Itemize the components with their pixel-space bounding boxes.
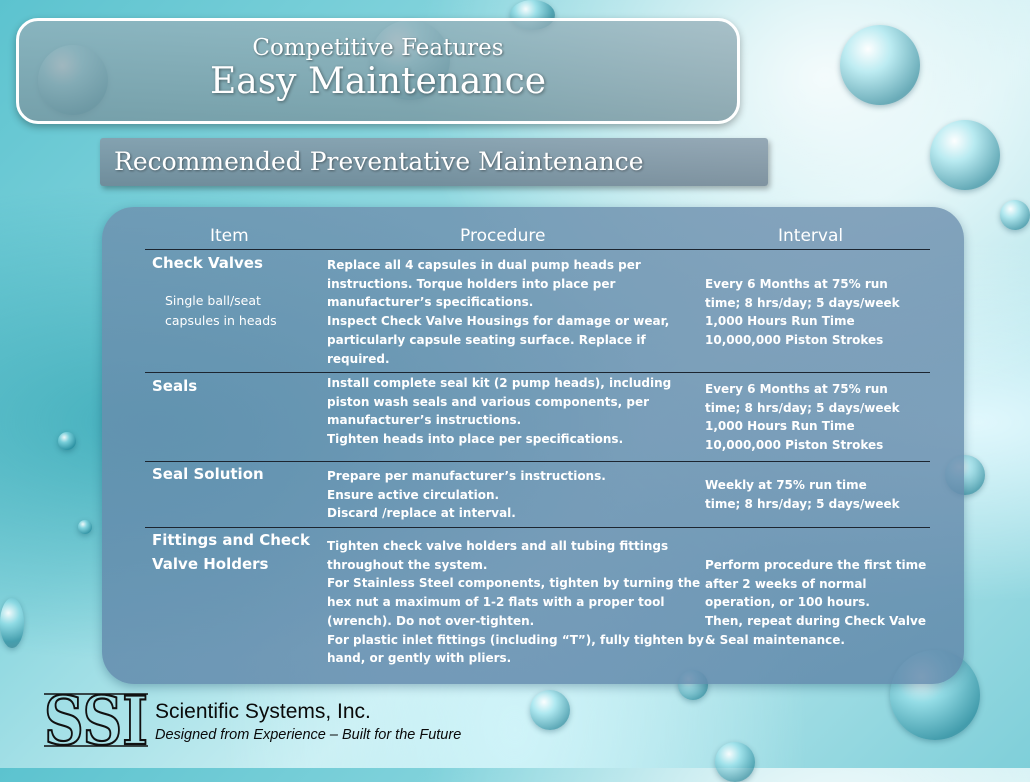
company-tagline: Designed from Experience – Built for the Future	[155, 727, 462, 743]
table-row-interval: Perform procedure the first time after 2 weeks of normal operation, or 100 hours. Then, repeat during Check Valve & Seal maintenance.	[705, 558, 927, 647]
water-bubble	[715, 742, 755, 782]
company-name: Scientific Systems, Inc.	[155, 700, 371, 723]
section-heading-bar	[100, 138, 768, 186]
table-row-procedure: Replace all 4 capsules in dual pump heads per instructions. Torque holders into place per manufacturer’s specifications. Inspect Check Valve Housings for damage or wear, particularly capsule seating surface. Replace if required.	[327, 258, 670, 366]
table-row-item: Seal Solution	[152, 465, 264, 483]
water-bubble	[0, 598, 24, 648]
slide-title: Easy Maintenance	[209, 61, 547, 102]
table-row-item: Fittings and Check Valve Holders	[152, 531, 310, 573]
table-row-interval: Every 6 Months at 75% run time; 8 hrs/day; 5 days/week 1,000 Hours Run Time 10,000,000 Piston Strokes	[705, 382, 900, 453]
table-row-interval: Every 6 Months at 75% run time; 8 hrs/day; 5 days/week 1,000 Hours Run Time 10,000,000 Piston Strokes	[705, 277, 900, 348]
column-header-item: Item	[210, 226, 249, 246]
column-header-procedure: Procedure	[460, 226, 546, 246]
table-row-procedure: Install complete seal kit (2 pump heads), including piston wash seals and various components, per manufacturer’s instructions. Tighten heads into place per specifications.	[327, 376, 672, 447]
table-row-procedure: Prepare per manufacturer’s instructions. Ensure active circulation. Discard /replace at interval.	[327, 469, 606, 521]
water-bubble	[930, 120, 1000, 190]
water-bubble	[78, 520, 92, 534]
water-bubble	[530, 690, 570, 730]
column-header-interval: Interval	[778, 226, 844, 246]
table-row-item: Seals	[152, 377, 198, 395]
water-bubble	[840, 25, 920, 105]
slide-subtitle: Competitive Features	[252, 35, 504, 61]
ssi-logo	[44, 682, 148, 760]
row-divider	[145, 372, 930, 373]
table-row-note: Single ball/seat capsules in heads	[165, 293, 277, 328]
water-bubble	[58, 432, 76, 450]
title-box	[16, 18, 740, 124]
table-row-procedure: Tighten check valve holders and all tubing fittings throughout the system. For Stainless Steel components, tighten by turning the hex nut a maximum of 1-2 flats with a proper tool (wrench). Do not over-tighten. For plastic inlet fittings (including “T”), fully tighten by hand, or gently with pliers.	[327, 539, 704, 666]
header-rule	[145, 249, 930, 250]
water-bubble	[1000, 200, 1030, 230]
section-heading: Recommended Preventative Maintenance	[114, 147, 644, 176]
table-row-interval: Weekly at 75% run time time; 8 hrs/day; 5 days/week	[705, 478, 900, 511]
table-row-item: Check Valves	[152, 254, 263, 272]
svg-text:SSI: SSI	[44, 682, 148, 760]
